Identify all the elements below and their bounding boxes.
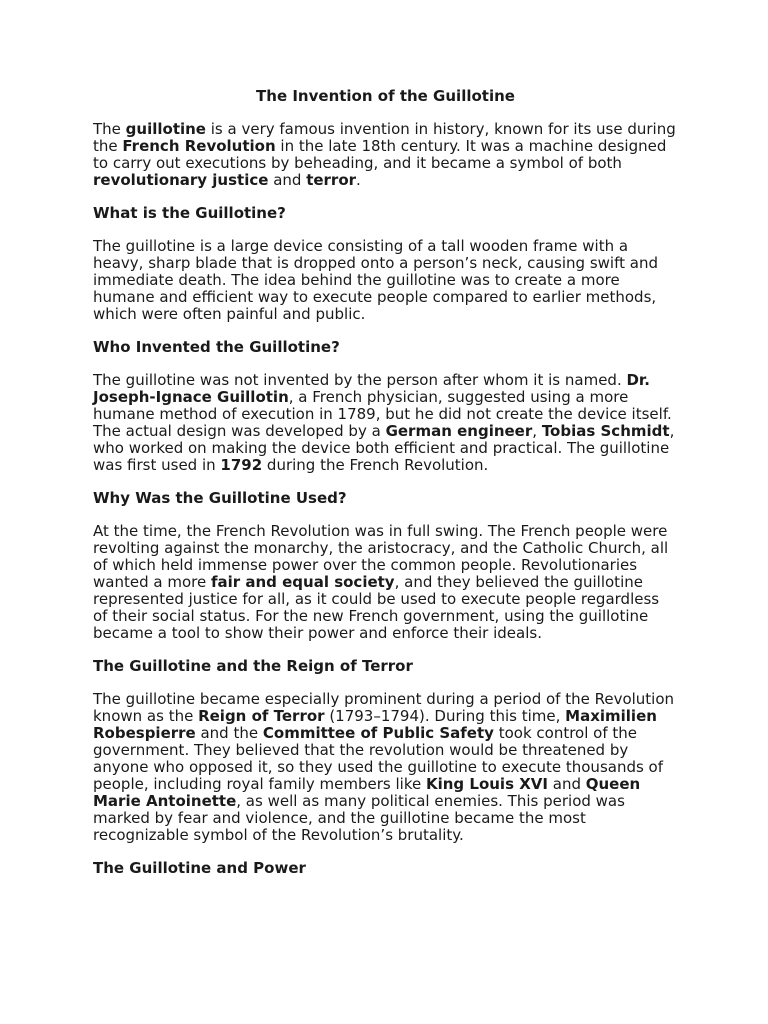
section-why-used-paragraph	[93, 523, 678, 642]
bold-term: Reign of Terror	[198, 707, 325, 725]
bold-term: revolutionary justice	[93, 171, 269, 189]
bold-term: terror	[306, 171, 357, 189]
text-run: and	[268, 171, 307, 189]
bold-term: King Louis XVI	[425, 775, 548, 793]
section-heading-who-invented: Who Invented the Guillotine?	[93, 338, 340, 356]
bold-term: guillotine	[125, 120, 206, 138]
text-run: during the French Revolution.	[262, 456, 489, 474]
text-run: in the late 18th century. It was a machine designed to carry out executions by beheading, and it became a symbol of both	[93, 137, 667, 172]
intro-paragraph	[93, 121, 678, 189]
bold-term: 1792	[220, 456, 263, 474]
text-run: ,	[532, 422, 542, 440]
text-run: At the time, the French Revolution was in full swing. The French people were revolting against the monarchy, the aristocracy, and the Catholic Church, all of which held immense power over the common people. Revolutionaries wanted a more	[93, 522, 669, 591]
bold-term: German engineer	[385, 422, 533, 440]
section-heading-power: The Guillotine and Power	[93, 859, 306, 877]
text-run: , who worked on making the device both efficient and practical. The guillotine was first used in	[93, 422, 675, 474]
text-run: and the	[195, 724, 263, 742]
text-run: , as well as many political enemies. This period was marked by fear and violence, and the guillotine became the most recognizable symbol of the Revolution’s brutality.	[93, 792, 625, 844]
section-heading-why-used: Why Was the Guillotine Used?	[93, 489, 347, 507]
text-run: The	[93, 120, 126, 138]
section-reign-of-terror-paragraph	[93, 691, 678, 844]
section-heading-what-is: What is the Guillotine?	[93, 204, 286, 222]
document-body	[93, 88, 678, 893]
bold-term: Maximilien Robespierre	[93, 707, 657, 742]
bold-term: French Revolution	[122, 137, 276, 155]
section-heading-reign-of-terror: The Guillotine and the Reign of Terror	[93, 657, 413, 675]
bold-term: Committee of Public Safety	[262, 724, 494, 742]
text-run: The guillotine became especially prominent during a period of the Revolution known as the	[93, 690, 675, 725]
document-title: The Invention of the Guillotine	[256, 87, 515, 105]
bold-term: fair and equal society	[210, 573, 395, 591]
bold-term: Dr. Joseph-Ignace Guillotin	[93, 371, 650, 406]
section-what-is-paragraph: The guillotine is a large device consisting of a tall wooden frame with a heavy, sharp blade that is dropped onto a person’s neck, causing swift and immediate death. The idea behind the guillotine was to create a more humane and efficient way to execute people compared to earlier methods, which were often painful and public.	[93, 237, 658, 323]
text-run: , a French physician, suggested using a more humane method of execution in 1789, but he did not create the device itself. The actual design was developed by a	[93, 388, 672, 440]
text-run: .	[356, 171, 361, 189]
text-run: took control of the government. They believed that the revolution would be threatened by anyone who opposed it, so they used the guillotine to execute thousands of people, including royal family members like	[93, 724, 664, 793]
section-who-invented-paragraph	[93, 372, 678, 474]
text-run: (1793–1794). During this time,	[324, 707, 566, 725]
text-run: The guillotine was not invented by the person after whom it is named.	[93, 371, 627, 389]
bold-term: Queen Marie Antoinette	[93, 775, 641, 810]
text-run: is a very famous invention in history, known for its use during the	[93, 120, 676, 155]
text-run: and	[547, 775, 586, 793]
text-run: , and they believed the guillotine represented justice for all, as it could be used to execute people regardless of their social status. For the new French government, using the guillotine became a tool to show their power and enforce their ideals.	[93, 573, 660, 642]
bold-term: Tobias Schmidt	[541, 422, 670, 440]
